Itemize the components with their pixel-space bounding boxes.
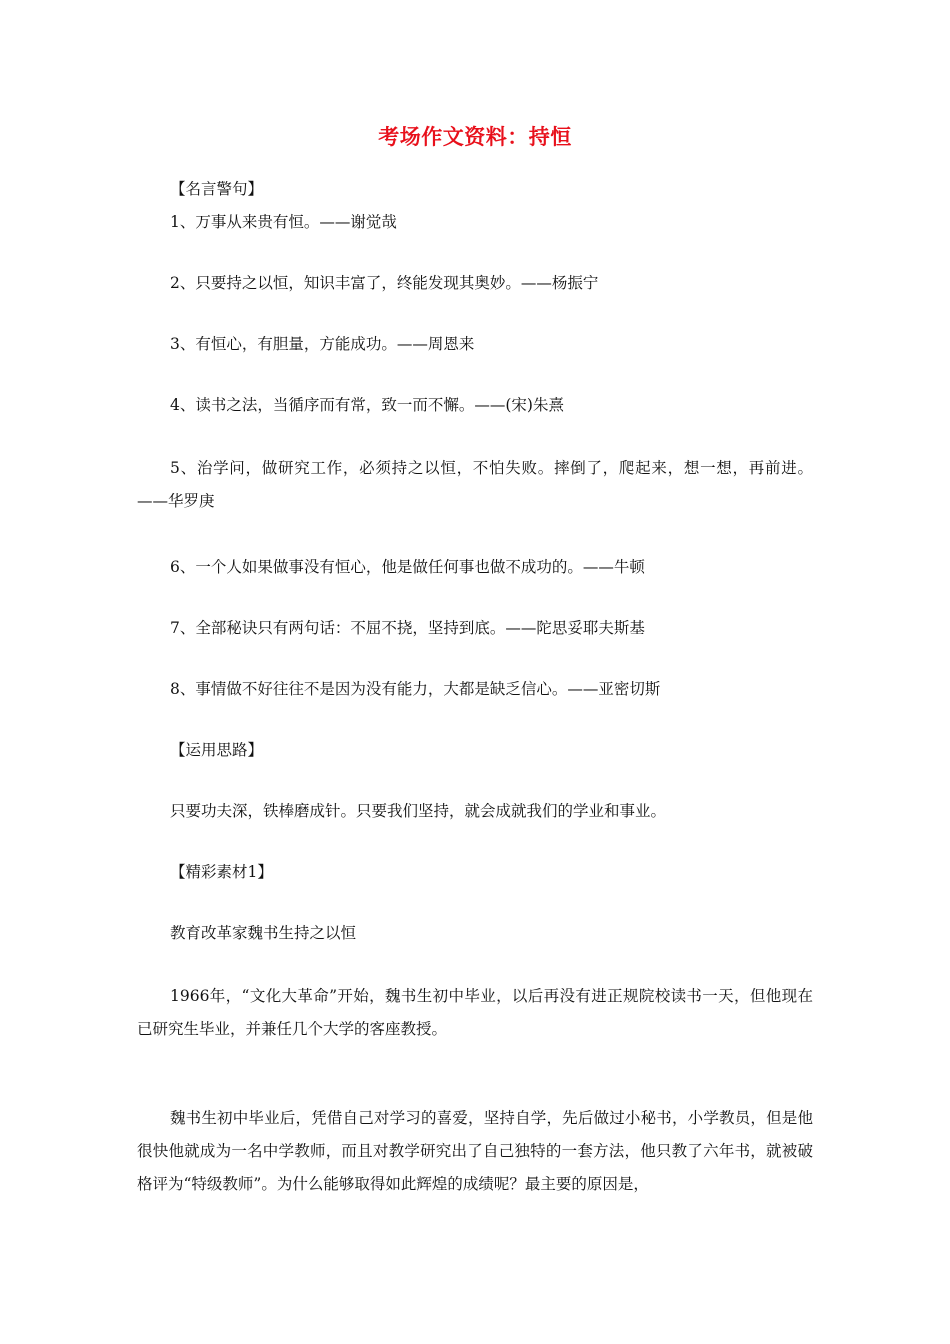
quote-item: 2、只要持之以恒，知识丰富了，终能发现其奥妙。——杨振宁 xyxy=(170,274,599,292)
quote-item: 1、万事从来贵有恒。——谢觉哉 xyxy=(170,213,397,231)
quote-item: 7、全部秘诀只有两句话：不屈不挠，坚持到底。——陀思妥耶夫斯基 xyxy=(170,619,645,637)
document-title: 考场作文资料：持恒 xyxy=(378,125,572,149)
section-heading-quotes: 【名言警句】 xyxy=(170,180,264,198)
quote-item: 6、一个人如果做事没有恒心，他是做任何事也做不成功的。——牛顿 xyxy=(170,558,645,576)
section-heading-usage: 【运用思路】 xyxy=(170,741,264,759)
quote-item: 8、事情做不好往往不是因为没有能力，大都是缺乏信心。——亚密切斯 xyxy=(170,680,661,698)
section-heading-material: 【精彩素材1】 xyxy=(170,863,273,881)
quote-item: 4、读书之法，当循序而有常，致一而不懈。——(宋)朱熹 xyxy=(170,396,564,414)
quote-item: 3、有恒心，有胆量，方能成功。——周恩来 xyxy=(170,335,475,353)
material-paragraph-2: 魏书生初中毕业后，凭借自己对学习的喜爱，坚持自学，先后做过小秘书，小学教员，但是他很快他就成为一名中学教师，而且对教学研究出了自己独特的一套方法，他只教了六年书，就被破格评为“特级教师”。为什么能够取得如此辉煌的成绩呢？最主要的原因是， xyxy=(137,1109,813,1193)
usage-text: 只要功夫深，铁棒磨成针。只要我们坚持，就会成就我们的学业和事业。 xyxy=(170,802,667,820)
material-heading: 教育改革家魏书生持之以恒 xyxy=(170,924,357,942)
quote-item-wrapped: 5、治学问，做研究工作，必须持之以恒，不怕失败。摔倒了，爬起来，想一想，再前进。——华罗庚 xyxy=(137,459,813,510)
material-paragraph-1: 1966年，“文化大革命”开始，魏书生初中毕业，以后再没有进正规院校读书一天，但他现在已研究生毕业，并兼任几个大学的客座教授。 xyxy=(137,987,813,1038)
